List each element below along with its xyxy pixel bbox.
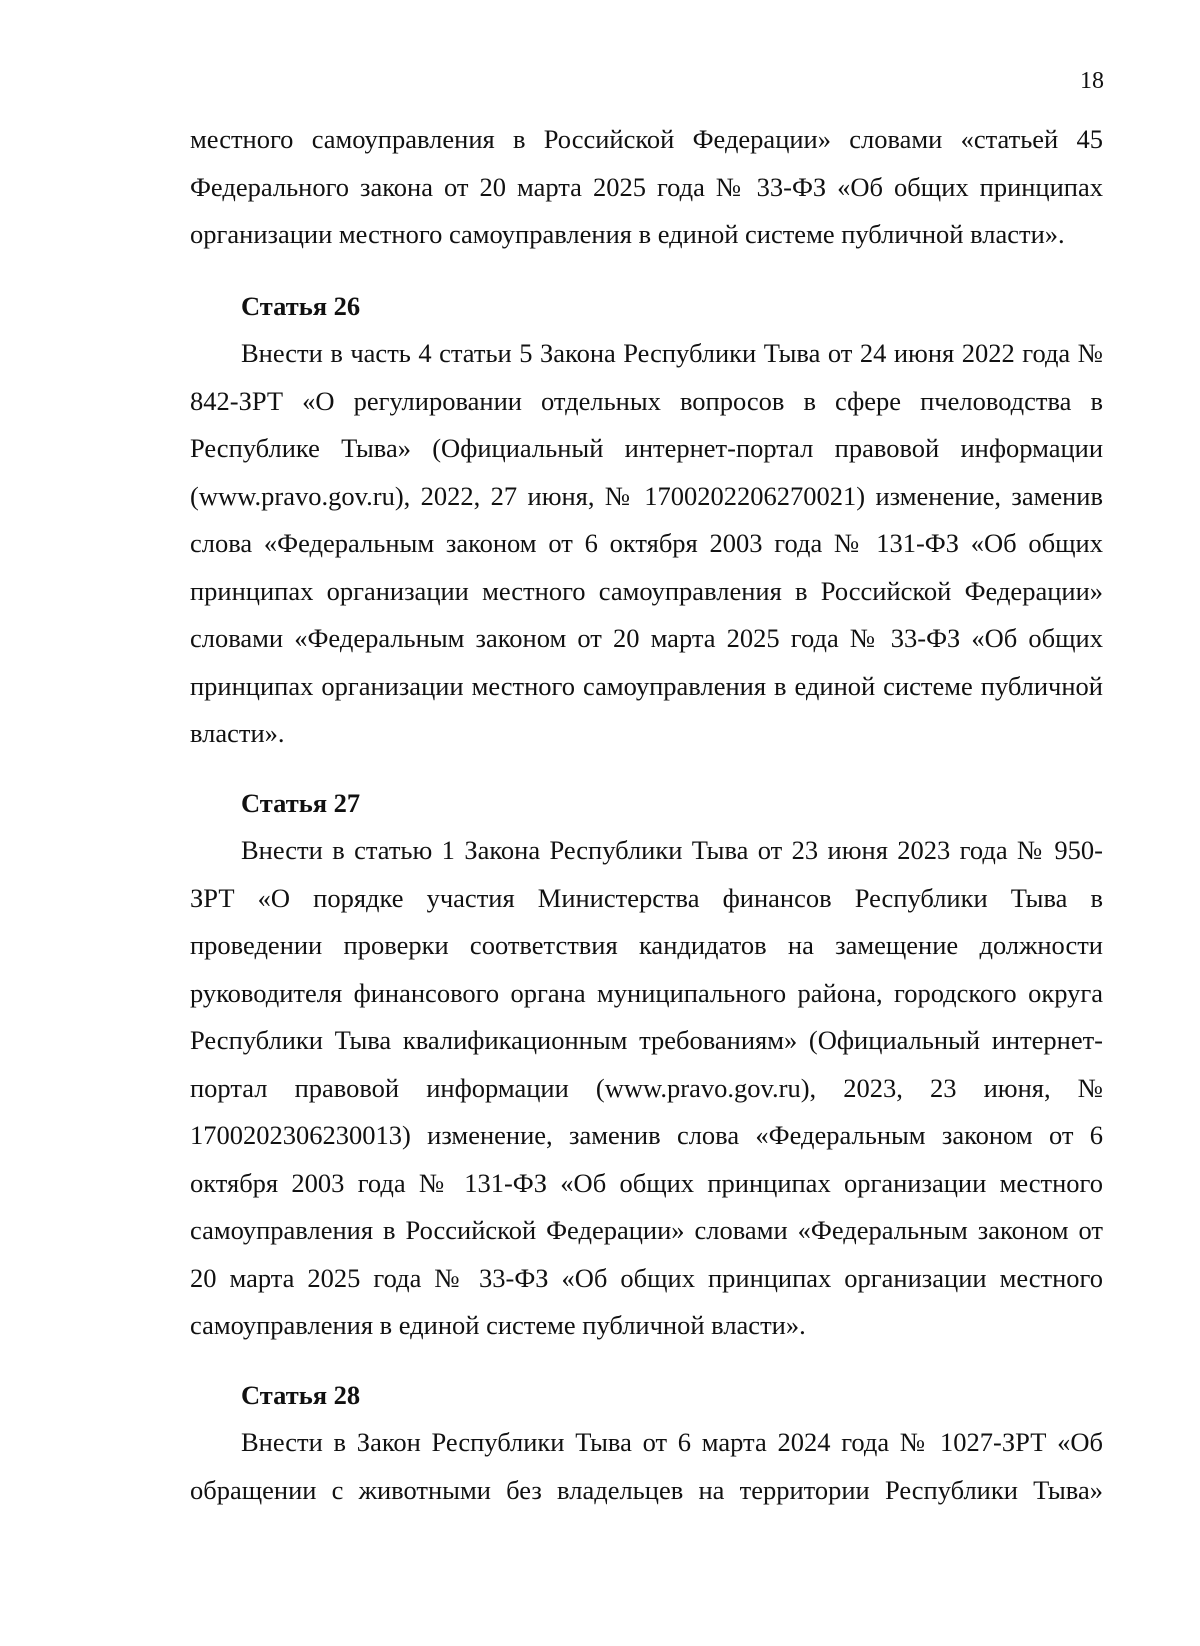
article-26-heading: Статья 26 — [241, 290, 361, 321]
intro-paragraph: местного самоуправления в Российской Федерации» словами «статьей 45 Федерального закона от 20 марта 2025 года № 33-ФЗ «Об общих принципах организации местного самоуправления в единой системе публичной власти». — [190, 124, 1103, 249]
article-27-heading: Статья 27 — [241, 787, 361, 818]
article-26-text: Внести в часть 4 статьи 5 Закона Республики Тыва от 24 июня 2022 года № 842-ЗРТ «О регулировании отдельных вопросов в сфере пчеловодства в Республике Тыва» (Официальный интернет-портал правовой информации (www.pravo.gov.ru), 2022, 27 июня, № 1700202206270021) изменение, заменив слова «Федеральным законом от 6 октября 2003 года № 131-ФЗ «Об общих принципах организации местного самоуправления в Российской Федерации» словами «Федеральным законом от 20 марта 2025 года № 33-ФЗ «Об общих принципах организации местного самоуправления в единой системе публичной власти». — [190, 338, 1103, 748]
article-27-text: Внести в статью 1 Закона Республики Тыва от 23 июня 2023 года № 950-ЗРТ «О порядке участия Министерства финансов Республики Тыва в проведении проверки соответствия кандидатов на замещение должности руководителя финансового органа муниципального района, городского округа Республики Тыва квалификационным требованиям» (Официальный интернет-портал правовой информации (www.pravo.gov.ru), 2023, 23 июня, № 1700202306230013) изменение, заменив слова «Федеральным законом от 6 октября 2003 года № 131-ФЗ «Об общих принципах организации местного самоуправления в Российской Федерации» словами «Федеральным законом от 20 марта 2025 года № 33-ФЗ «Об общих принципах организации местного самоуправления в единой системе публичной власти». — [190, 835, 1103, 1340]
article-28-heading: Статья 28 — [241, 1379, 361, 1410]
article-28-text: Внести в Закон Республики Тыва от 6 марта 2024 года № 1027-ЗРТ «Об обращении с животными без владельцев на территории Республики Тыва» — [190, 1427, 1103, 1505]
document-body — [190, 116, 1103, 1514]
page-number: 18 — [1080, 68, 1104, 94]
